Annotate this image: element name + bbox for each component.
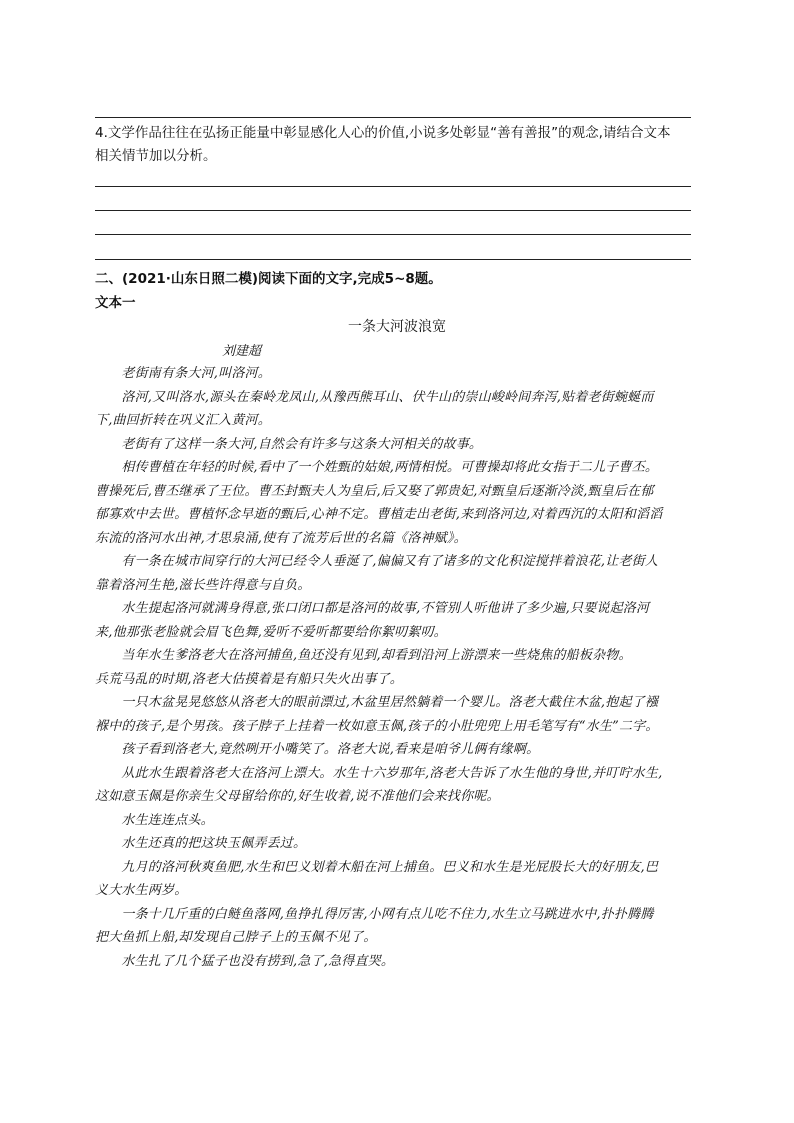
story-text-line: 东流的洛河水出神,才思泉涌,使有了流芳后世的名篇《洛神赋》。 [95, 530, 467, 546]
answer-line [95, 186, 691, 187]
story-text-line: 相传曹植在年轻的时候,看中了一个姓甄的姑娘,两情相悦。可曹操却将此女指于二儿子曹丕。 [95, 460, 659, 475]
story-text-line: 靠着洛河生艳,滋长些许得意与自负。 [95, 577, 311, 593]
story-text-line: 下,曲回折转在巩义汇入黄河。 [95, 413, 271, 428]
story-text-line: 洛河,又叫洛水,源头在秦岭龙凤山,从豫西熊耳山、伏牛山的崇山峻岭间奔泻,贴着老街蜿蜒而 [95, 389, 654, 405]
question-4-line-2: 相关情节加以分析。 [95, 148, 217, 164]
story-text-line: 九月的洛河秋爽鱼肥,水生和巴义划着木船在河上捕鱼。巴义和水生是光屁股长大的好朋友,巴 [95, 859, 659, 875]
story-text-line: 兵荒马乱的时期,洛老大估摸着是有船只失火出事了。 [95, 671, 403, 687]
story-text-line: 水生提起洛河就满身得意,张口闭口都是洛河的故事,不管别人听他讲了多少遍,只要说起洛河 [95, 601, 650, 616]
story-text-line: 当年水生爹洛老大在洛河捕鱼,鱼还没有见到,却看到沿河上游漂来一些烧焦的船板杂物。 [95, 648, 632, 663]
story-text-line: 水生扎了几个猛子也没有捞到,急了,急得直哭。 [95, 953, 395, 969]
story-text-line: 水生连连点头。 [95, 812, 214, 828]
story-text-line: 把大鱼抓上船,却发现自己脖子上的玉佩不见了。 [95, 930, 377, 945]
story-text-line: 来,他那张老脸就会眉飞色舞,爱听不爱听都要给你絮叨絮叨。 [95, 624, 447, 640]
story-text-line: 老街有了这样一条大河,自然会有许多与这条大河相关的故事。 [95, 436, 483, 452]
answer-line [95, 210, 691, 211]
section-heading: 二、(2021·山东日照二模)阅读下面的文字,完成5~8题。 [95, 271, 442, 287]
story-title: 一条大河波浪宽 [348, 319, 446, 335]
story-text-line: 曹操死后,曹丕继承了王位。曹丕封甄夫人为皇后,后又娶了郭贵妃,对甄皇后逐渐冷淡,甄皇后在郁 [95, 483, 654, 499]
story-text-line: 水生还真的把这块玉佩弄丢过。 [95, 836, 307, 851]
question-4-line-1: 4.文学作品往往在弘扬正能量中彰显感化人心的价值,小说多处彰显“善有善报”的观念,请结合文本 [95, 125, 671, 141]
story-text-line: 孩子看到洛老大,竟然咧开小嘴笑了。洛老大说,看来是咱爷儿俩有缘啊。 [95, 742, 540, 757]
story-text-line: 老街南有条大河,叫洛河。 [95, 366, 271, 381]
story-text-line: 这如意玉佩是你亲生父母留给你的,好生收着,说不准他们会来找你呢。 [95, 789, 500, 804]
answer-line [95, 259, 691, 260]
story-text-line: 一条十几斤重的白鲢鱼落网,鱼挣扎得厉害,小网有点儿吃不住力,水生立马跳进水中,扑扑腾腾 [95, 906, 654, 922]
story-text-line: 从此水生跟着洛老大在洛河上漂大。水生十六岁那年,洛老大告诉了水生他的身世,并叮咛水生, [95, 765, 663, 781]
story-text-line: 义大水生两岁。 [95, 883, 188, 898]
story-text-line: 郁寡欢中去世。曹植怀念早逝的甄后,心神不定。曹植走出老街,来到洛河边,对着西沉的太阳和滔滔 [95, 507, 663, 522]
story-text-line: 一只木盆晃晃悠悠从洛老大的眼前漂过,木盆里居然躺着一个婴儿。洛老大截住木盆,抱起了襁 [95, 695, 659, 710]
story-text-line: 褓中的孩子,是个男孩。孩子脖子上挂着一枚如意玉佩,孩子的小肚兜兜上用毛笔写有“水生”二字。 [95, 718, 659, 734]
answer-line [95, 117, 691, 118]
text-label: 文本一 [95, 295, 136, 311]
answer-line [95, 234, 691, 235]
story-author: 刘建超 [222, 344, 262, 359]
story-text-line: 有一条在城市间穿行的大河已经令人垂涎了,偏偏又有了诸多的文化积淀搅拌着浪花,让老街人 [95, 554, 659, 569]
